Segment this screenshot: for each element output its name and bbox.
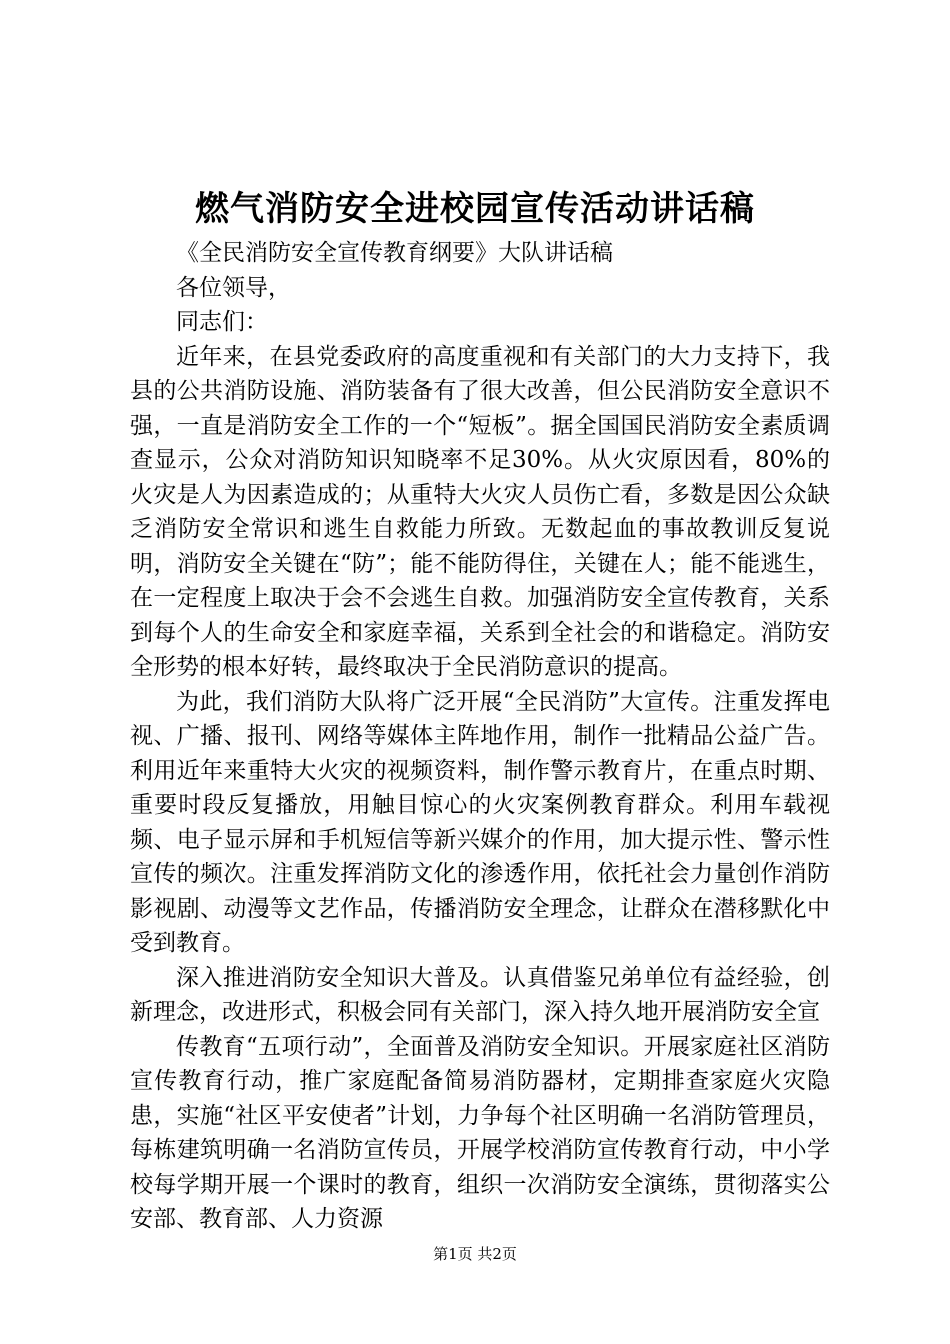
body-paragraph: 近年来，在县党委政府的高度重视和有关部门的大力支持下，我县的公共消防设施、消防装备有了很大改善，但公民消防安全意识不强，一直是消防安全工作的一个“短板”。据全国国民消防安全素质调查显示，公众对消防知识知晓率不足30%。从火灾原因看，80%的火灾是人为因素造成的；从重特大火灾人员伤亡看，多数是因公众缺乏消防安全常识和逃生自救能力所致。无数起血的事故教训反复说明，消防安全关键在“防”；能不能防得住，关键在人；能不能逃生，在一定程度上取决于会不会逃生自救。加强消防安全宣传教育，关系到每个人的生命安全和家庭幸福，关系到全社会的和谐稳定。消防安全形势的根本好转，最终取决于全民消防意识的提高。 (130, 343, 830, 680)
document-body (130, 236, 830, 1237)
body-paragraph: 深入推进消防安全知识大普及。认真借鉴兄弟单位有益经验，创新理念，改进形式，积极会同有关部门，深入持久地开展消防安全宣 (130, 964, 830, 1025)
salutation-comrades: 同志们： (176, 309, 268, 335)
document-title: 燃气消防安全进校园宣传活动讲话稿 (195, 189, 755, 229)
body-paragraph: 为此，我们消防大队将广泛开展“全民消防”大宣传。注重发挥电视、广播、报刊、网络等媒体主阵地作用，制作一批精品公益广告。利用近年来重特大火灾的视频资料，制作警示教育片，在重点时期、重要时段反复播放，用触目惊心的火灾案例教育群众。利用车载视频、电子显示屏和手机短信等新兴媒介的作用，加大提示性、警示性宣传的频次。注重发挥消防文化的渗透作用，依托社会力量创作消防影视剧、动漫等文艺作品，传播消防安全理念，让群众在潜移默化中受到教育。 (130, 688, 830, 956)
body-paragraph: 传教育“五项行动”，全面普及消防安全知识。开展家庭社区消防宣传教育行动，推广家庭配备简易消防器材，定期排查家庭火灾隐患，实施“社区平安使者”计划，力争每个社区明确一名消防管理员，每栋建筑明确一名消防宣传员，开展学校消防宣传教育行动，中小学校每学期开展一个课时的教育，组织一次消防安全演练，贯彻落实公安部、教育部、人力资源 (130, 1033, 830, 1232)
page-number-footer: 第1页 共2页 (433, 1245, 517, 1263)
subtitle-line: 《全民消防安全宣传教育纲要》大队讲话稿 (176, 240, 613, 266)
salutation-leaders: 各位领导， (176, 274, 291, 301)
